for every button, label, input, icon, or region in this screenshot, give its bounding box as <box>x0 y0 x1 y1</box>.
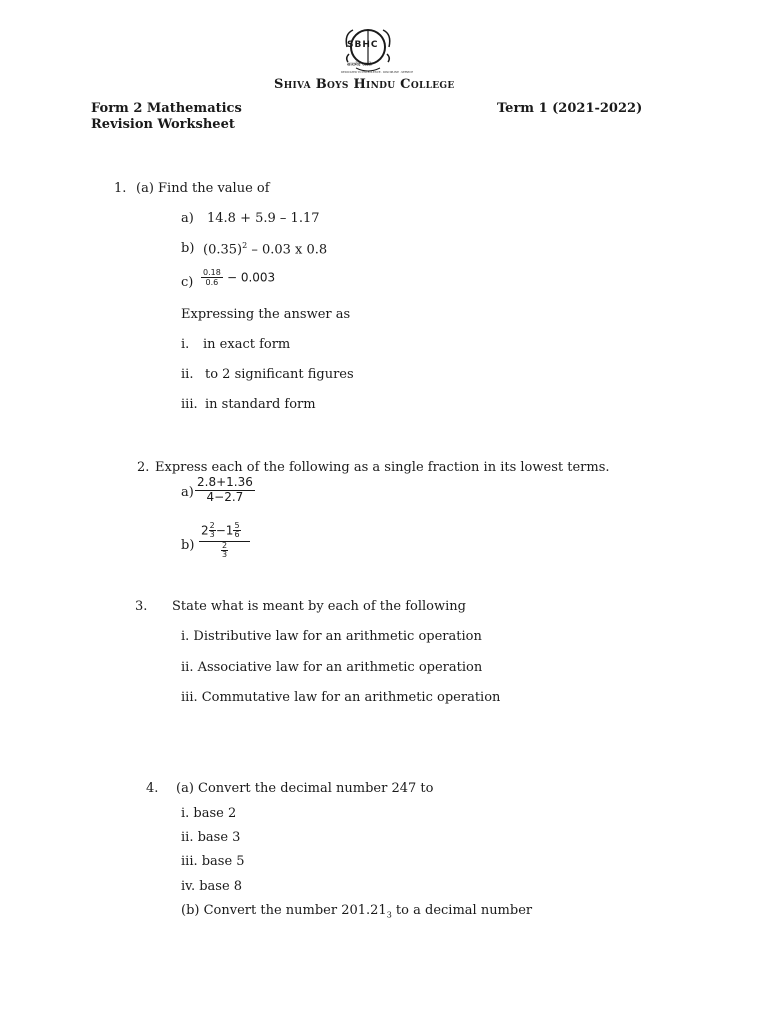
q1-c-fraction <box>201 268 223 287</box>
q3-stem: State what is meant by each of the following <box>172 599 466 614</box>
q1-b-base: (0.35) <box>203 242 243 258</box>
q2-b-frac1 <box>209 522 216 540</box>
q4-b-tail: to a decimal number <box>391 903 533 918</box>
q4-item-iv: iv. base 8 <box>181 879 243 894</box>
q3-item-ii: ii. Associative law for an arithmetic operation <box>181 660 483 675</box>
q2-b-den-den: 3 <box>222 550 228 560</box>
q4-b-subscript: 3 <box>386 910 392 920</box>
q1-c-label: c) <box>181 275 194 290</box>
q2-a-numerator: 2.8+1.36 <box>197 475 253 489</box>
q2-a-label: a) <box>181 485 194 500</box>
q2-b-op: −1 <box>215 523 234 538</box>
course-title: Form 2 Mathematics <box>91 101 242 116</box>
q2-a-denominator: 4−2.7 <box>206 489 244 504</box>
q1-number: 1. <box>114 181 127 196</box>
q2-b-numerator <box>199 522 250 542</box>
q2-number: 2. <box>137 460 150 475</box>
q1-c-denominator: 0.6 <box>205 278 219 288</box>
q2-b-frac2 <box>233 522 240 540</box>
q1-a-expr: 14.8 + 5.9 – 1.17 <box>207 211 320 226</box>
q2-a-fraction <box>195 476 255 505</box>
q4-item-iii: iii. base 5 <box>181 854 245 869</box>
q4-item-ii: ii. base 3 <box>181 830 241 845</box>
q1-c-numerator: 0.18 <box>203 268 221 277</box>
q1-c-rest: − 0.003 <box>226 270 276 285</box>
q4-part-b <box>181 904 532 920</box>
q2-b-frac2-num: 5 <box>234 521 240 530</box>
q1-c-expr <box>201 268 275 287</box>
q1-opt1: in exact form <box>203 337 291 352</box>
worksheet-title: Revision Worksheet <box>91 117 235 132</box>
q1-opt3: in standard form <box>205 397 316 412</box>
q2-stem: Express each of the following as a single fraction in its lowest terms. <box>155 460 610 475</box>
q1-express: Expressing the answer as <box>181 307 351 322</box>
q2-b-den-num: 2 <box>222 540 228 550</box>
logo-motto: सत्यमेव जयते <box>347 62 372 68</box>
q3-item-iii: iii. Commutative law for an arithmetic operation <box>181 690 501 705</box>
college-logo <box>338 24 398 76</box>
q1-b-rest: – 0.03 x 0.8 <box>247 242 328 258</box>
q2-b-fraction <box>199 522 250 560</box>
q2-b-whole: 2 <box>201 523 209 538</box>
q3-item-i: i. Distributive law for an arithmetic operation <box>181 629 482 644</box>
q1-opt2: to 2 significant figures <box>205 367 354 382</box>
q2-b-frac1-den: 3 <box>209 530 215 540</box>
q2-a-expr <box>195 476 255 505</box>
q4-stem: (a) Convert the decimal number 247 to <box>176 781 434 796</box>
q2-b-den-frac <box>221 542 228 560</box>
q1-b-label: b) <box>181 241 195 256</box>
q3-number: 3. <box>135 599 148 614</box>
logo-ribbon: DEDICATED TO EXCELLENCE · DISCIPLINE · SERVICE <box>341 71 414 74</box>
q2-b-label: b) <box>181 538 195 553</box>
q4-number: 4. <box>146 781 159 796</box>
q1-opt2-label: ii. <box>181 367 194 382</box>
q4-b-text: (b) Convert the number 201.21 <box>181 903 387 918</box>
q1-a-label: a) <box>181 211 194 226</box>
q2-b-frac2-den: 6 <box>234 530 240 540</box>
q4-item-i: i. base 2 <box>181 806 237 821</box>
q1-opt1-label: i. <box>181 337 190 352</box>
q2-b-frac1-num: 2 <box>209 521 215 530</box>
logo-letters: SBHC <box>347 40 379 50</box>
q1-b-expr <box>203 242 327 256</box>
q1-b-exponent: 2 <box>242 241 248 250</box>
q2-b-denominator <box>199 542 250 560</box>
q1-opt3-label: iii. <box>181 397 198 412</box>
logo-emblem-icon <box>338 24 398 76</box>
q1-stem: (a) Find the value of <box>136 181 270 196</box>
term-label: Term 1 (2021-2022) <box>497 101 643 116</box>
q2-b-expr <box>199 522 250 560</box>
college-name: Shiva Boys Hindu College <box>274 77 455 92</box>
